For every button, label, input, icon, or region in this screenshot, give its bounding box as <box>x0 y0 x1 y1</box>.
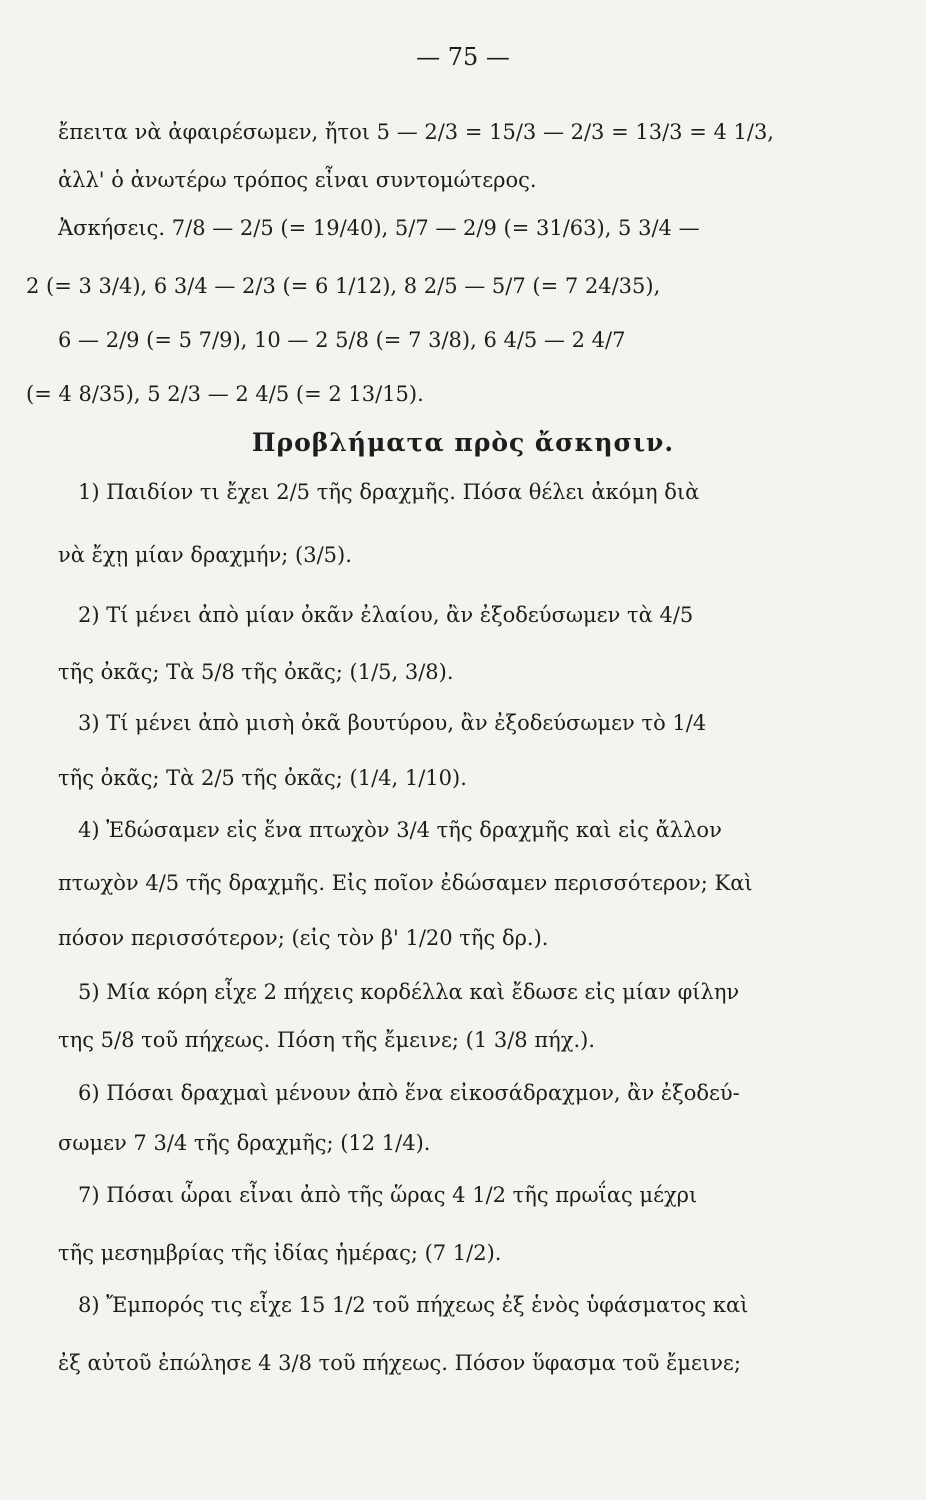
problem-line: τῆς μεσημβρίας τῆς ἰδίας ἡμέρας; (7 1/2). <box>58 1241 502 1265</box>
exercise-line: 2 (= 3 3/4), 6 3/4 — 2/3 (= 6 1/12), 8 2/5 — 5/7 (= 7 24/35), <box>26 274 661 298</box>
problem-line: πόσον περισσότερον; (εἰς τὸν β' 1/20 τῆς δρ.). <box>58 926 549 950</box>
problem-line: 3) Τί μένει ἀπὸ μισὴ ὀκᾶ βουτύρου, ἂν ἐξοδεύσωμεν τὸ 1/4 <box>78 711 707 735</box>
problem-line: της 5/8 τοῦ πήχεως. Πόση τῆς ἔμεινε; (1 3/8 πήχ.). <box>58 1028 595 1052</box>
problem-line: 8) Ἔμπορός τις εἶχε 15 1/2 τοῦ πήχεως ἐξ ἑνὸς ὑφάσματος καὶ <box>78 1293 749 1317</box>
problem-line: 1) Παιδίον τι ἔχει 2/5 τῆς δραχμῆς. Πόσα θέλει ἀκόμη διὰ <box>78 480 700 504</box>
section-heading: Προβλήματα πρὸς ἄσκησιν. <box>251 428 675 457</box>
problem-line: 4) Ἐδώσαμεν εἰς ἕνα πτωχὸν 3/4 τῆς δραχμῆς καὶ εἰς ἄλλον <box>78 818 722 842</box>
problem-line: τῆς ὀκᾶς; Τὰ 2/5 τῆς ὀκᾶς; (1/4, 1/10). <box>58 766 467 790</box>
exercise-line: Ἀσκήσεις. 7/8 — 2/5 (= 19/40), 5/7 — 2/9 (= 31/63), 5 3/4 — <box>58 216 700 240</box>
intro-line: ἀλλ' ὁ ἀνωτέρω τρόπος εἶναι συντομώτερος. <box>58 168 537 192</box>
problem-line: ἐξ αὐτοῦ ἐπώλησε 4 3/8 τοῦ πήχεως. Πόσον ὕφασμα τοῦ ἔμεινε; <box>58 1351 741 1375</box>
problem-line: νὰ ἔχῃ μίαν δραχμήν; (3/5). <box>58 543 352 567</box>
exercise-line: (= 4 8/35), 5 2/3 — 2 4/5 (= 2 13/15). <box>26 382 424 406</box>
page-number: — 75 — <box>416 43 510 71</box>
intro-line: ἔπειτα νὰ ἀφαιρέσωμεν, ἤτοι 5 — 2/3 = 15/3 — 2/3 = 13/3 = 4 1/3, <box>58 120 774 144</box>
problem-line: πτωχὸν 4/5 τῆς δραχμῆς. Εἰς ποῖον ἐδώσαμεν περισσότερον; Καὶ <box>58 871 753 895</box>
problem-line: 7) Πόσαι ὧραι εἶναι ἀπὸ τῆς ὥρας 4 1/2 τῆς πρωΐας μέχρι <box>78 1183 698 1207</box>
problem-line: σωμεν 7 3/4 τῆς δραχμῆς; (12 1/4). <box>58 1131 431 1155</box>
problem-line: τῆς ὀκᾶς; Τὰ 5/8 τῆς ὀκᾶς; (1/5, 3/8). <box>58 660 454 684</box>
problem-line: 6) Πόσαι δραχμαὶ μένουν ἀπὸ ἕνα εἰκοσάδραχμον, ἂν ἐξοδεύ- <box>78 1081 740 1105</box>
problem-line: 2) Τί μένει ἀπὸ μίαν ὀκᾶν ἐλαίου, ἂν ἐξοδεύσωμεν τὰ 4/5 <box>78 603 694 627</box>
exercise-line: 6 — 2/9 (= 5 7/9), 10 — 2 5/8 (= 7 3/8), 6 4/5 — 2 4/7 <box>58 328 626 352</box>
problem-line: 5) Μία κόρη εἶχε 2 πήχεις κορδέλλα καὶ ἔδωσε εἰς μίαν φίλην <box>78 980 740 1004</box>
